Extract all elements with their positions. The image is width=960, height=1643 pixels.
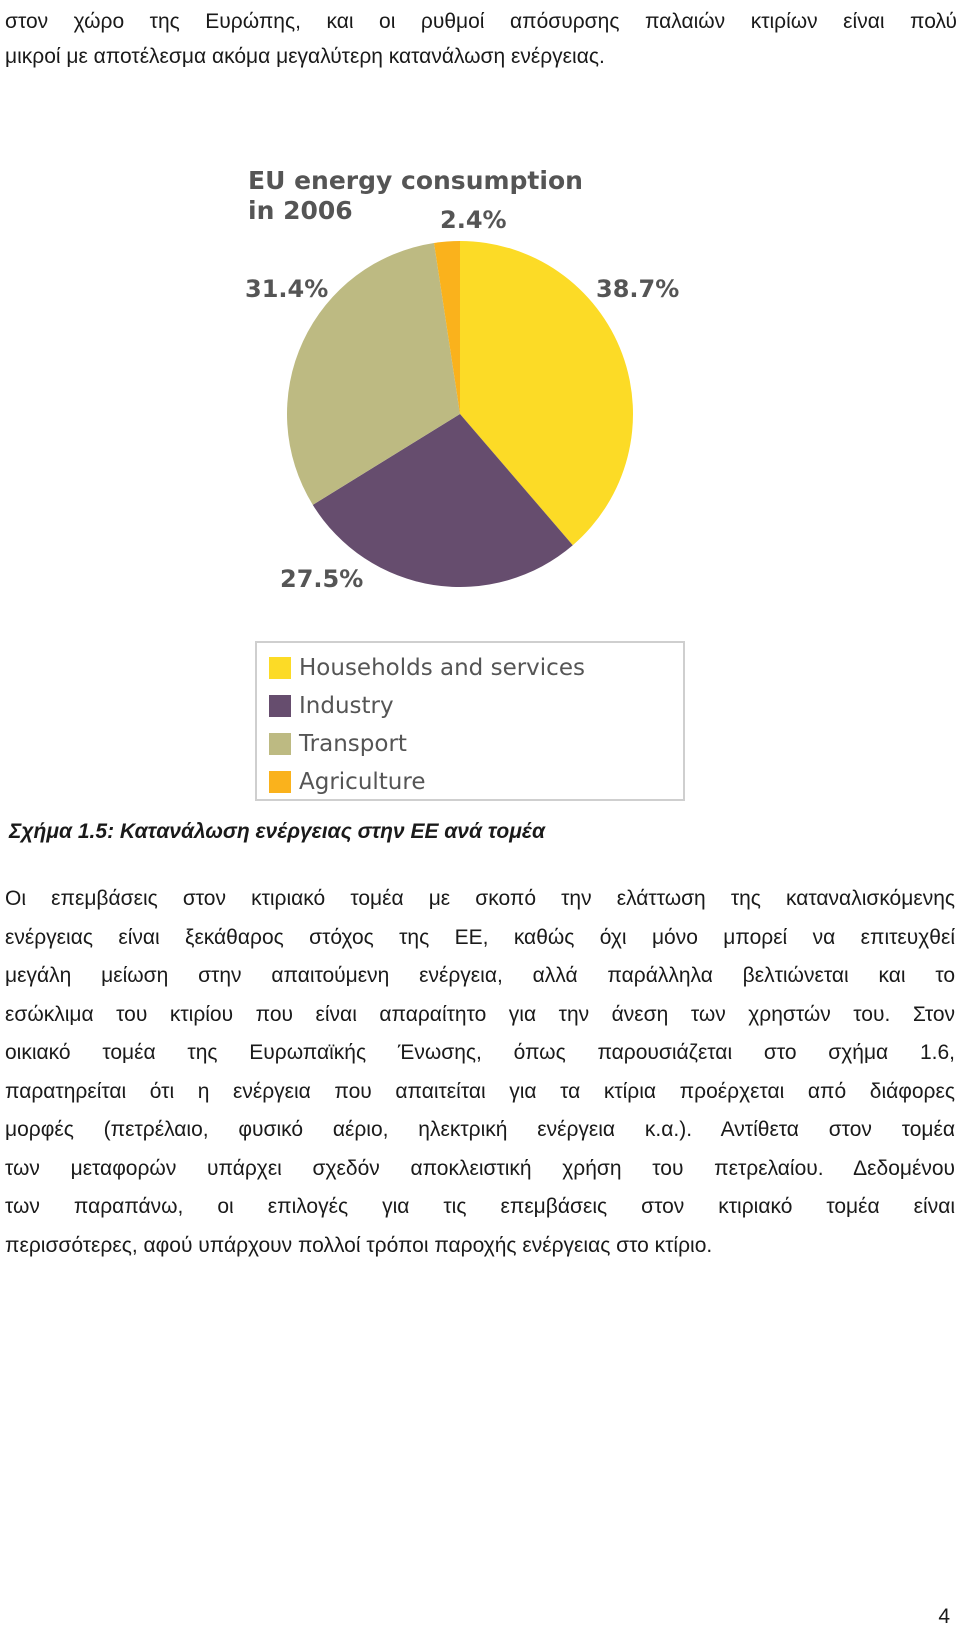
chart-title-line: in 2006	[248, 196, 353, 225]
pie-slice-label: 2.4%	[440, 206, 507, 234]
body-line: οικιακό τομέα της Ευρωπαϊκής Ένωσης, όπως παρουσιάζεται στο σχήμα 1.6,	[5, 1041, 955, 1064]
page-number: 4	[938, 1605, 950, 1628]
body-line: των μεταφορών υπάρχει σχεδόν αποκλειστική χρήση του πετρελαίου. Δεδομένου	[5, 1156, 955, 1180]
body-line: Οι επεμβάσεις στον κτιριακό τομέα με σκοπό την ελάττωση της καταναλισκόμενης	[5, 887, 955, 910]
legend-swatch	[269, 657, 291, 679]
legend-swatch	[269, 733, 291, 755]
pie-slice-label: 31.4%	[245, 275, 329, 303]
intro-text	[5, 4, 957, 74]
legend-swatch	[269, 771, 291, 793]
chart-title-line: EU energy consumption	[248, 166, 583, 195]
intro-line: μικροί με αποτέλεσμα ακόμα μεγαλύτερη κατανάλωση ενέργειας.	[5, 45, 605, 68]
energy-consumption-figure	[230, 150, 720, 830]
legend-label: Industry	[299, 693, 394, 719]
legend-item	[257, 763, 683, 801]
body-line: εσώκλιμα του κτιρίου που είναι απαραίτητο για την άνεση των χρηστών του. Στον	[5, 1002, 955, 1026]
intro-line: στον χώρο της Ευρώπης, και οι ρυθμοί απόσυρσης παλαιών κτιρίων είναι πολύ	[5, 10, 957, 33]
legend-swatch	[269, 695, 291, 717]
body-line: παρατηρείται ότι η ενέργεια που απαιτείται για τα κτίρια προέρχεται από διάφορες	[5, 1079, 955, 1103]
body-line: των παραπάνω, οι επιλογές για τις επεμβάσεις στον κτιριακό τομέα είναι	[5, 1195, 955, 1218]
legend-label: Agriculture	[299, 769, 426, 795]
figure-caption: Σχήμα 1.5: Κατανάλωση ενέργειας στην ΕΕ ανά τομέα	[9, 820, 545, 843]
legend-label: Transport	[299, 731, 407, 757]
legend-label: Households and services	[299, 655, 585, 681]
pie-chart	[230, 150, 720, 620]
legend-item	[257, 687, 683, 725]
pie-slice-label: 38.7%	[596, 275, 680, 303]
chart-legend	[255, 641, 685, 801]
legend-item	[257, 649, 683, 687]
body-paragraph	[5, 880, 955, 1265]
legend-item	[257, 725, 683, 763]
body-line: ενέργειας είναι ξεκάθαρος στόχος της ΕΕ, καθώς όχι μόνο μπορεί να επιτευχθεί	[5, 925, 955, 949]
body-line: περισσότερες, αφού υπάρχουν πολλοί τρόποι παροχής ενέργειας στο κτίριο.	[5, 1233, 713, 1257]
body-line: μορφές (πετρέλαιο, φυσικό αέριο, ηλεκτρική ενέργεια κ.α.). Αντίθετα στον τομέα	[5, 1118, 955, 1141]
body-line: μεγάλη μείωση στην απαιτούμενη ενέργεια, αλλά παράλληλα βελτιώνεται και το	[5, 964, 955, 987]
pie-slice-label: 27.5%	[280, 565, 364, 593]
